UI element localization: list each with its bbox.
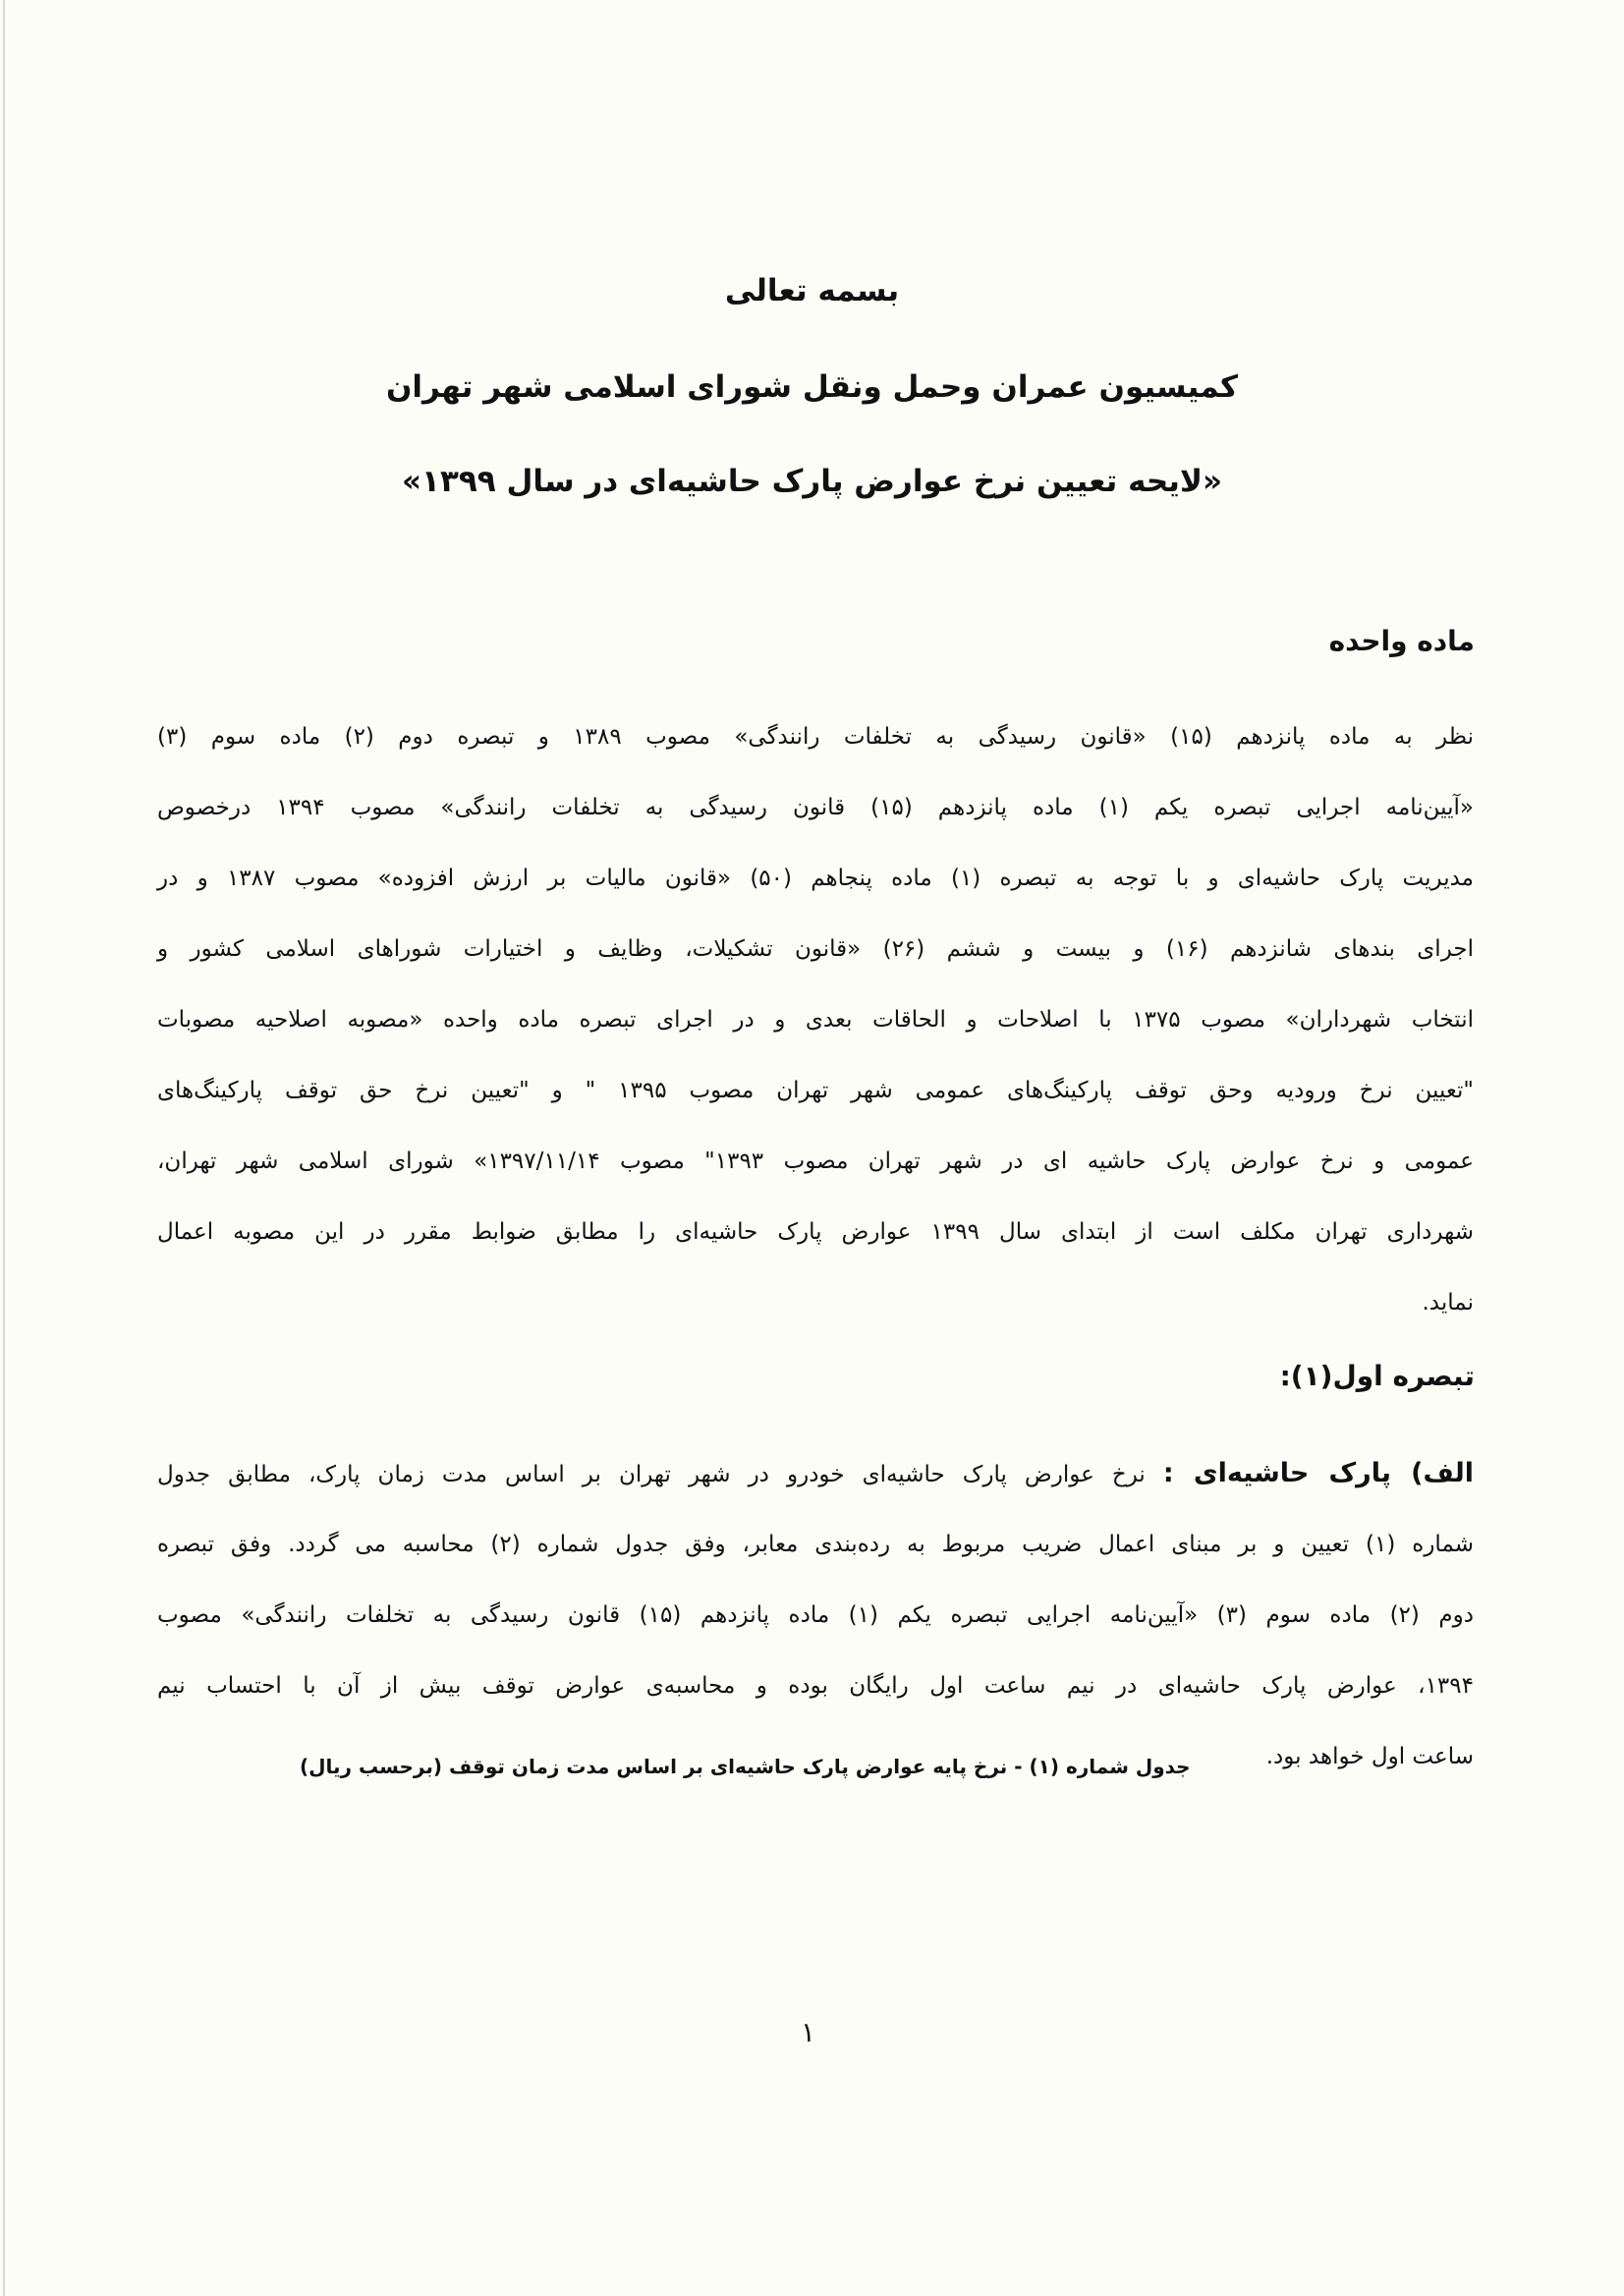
article-line: اجرای بندهای شانزدهم (۱۶) و بیست و ششم (۲۶) «قانون تشکیلات، وظایف و اختیارات شوراهای اسلامی کشور و: [157, 936, 1474, 962]
invocation-title: بسمه تعالی: [724, 273, 900, 308]
note1-line: [157, 1456, 1474, 1492]
note1-first-line: نرخ عوارض پارک حاشیه‌ای خودرو در شهر تهران بر اساس مدت زمان پارک، مطابق جدول: [157, 1462, 1146, 1487]
article-line: نماید.: [1422, 1290, 1474, 1316]
article-line: نظر به ماده پانزدهم (۱۵) «قانون رسیدگی به تخلفات رانندگی» مصوب ۱۳۸۹ و تبصره دوم (۲) ماده سوم (۳): [157, 724, 1474, 750]
note1-line: شماره (۱) تعیین و بر مبنای اعمال ضریب مربوط به رده‌بندی معابر، وفق جدول شماره (۲) محاسبه می گردد. وفق تبصره: [157, 1532, 1475, 1557]
article-heading: ماده واحده: [1328, 625, 1475, 657]
bill-title: «لایحه تعیین نرخ عوارض پارک حاشیه‌ای در سال ۱۳۹۹»: [402, 464, 1222, 499]
table-caption: جدول شماره (۱) - نرخ پایه عوارض پارک حاشیه‌ای بر اساس مدت زمان توقف (برحسب ریال): [300, 1755, 1191, 1778]
article-line: مدیریت پارک حاشیه‌ای و با توجه به تبصره (۱) ماده پنجاهم (۵۰) «قانون مالیات بر ارزش افزوده» مصوب ۱۳۸۷ و در: [157, 866, 1475, 891]
article-line: انتخاب شهرداران» مصوب ۱۳۷۵ با اصلاحات و الحاقات بعدی و در اجرای تبصره ماده واحده «مصوبه اصلاحیه مصوبات: [157, 1007, 1474, 1033]
note1-line: ساعت اول خواهد بود.: [1265, 1744, 1474, 1769]
note1-lead: الف) پارک حاشیه‌ای :: [1162, 1458, 1475, 1488]
commission-title: کمیسیون عمران وحمل ونقل شورای اسلامی شهر تهران: [385, 369, 1239, 405]
article-line: شهرداری تهران مکلف است از ابتدای سال ۱۳۹۹ عوارض پارک حاشیه‌ای را مطابق ضوابط مقرر در این مصوبه اعمال: [157, 1219, 1474, 1245]
note1-line: دوم (۲) ماده سوم (۳) «آیین‌نامه اجرایی تبصره یکم (۱) ماده پانزدهم (۱۵) قانون رسیدگی به تخلفات رانندگی» مصوب: [157, 1602, 1474, 1628]
article-line: عمومی و نرخ عوارض پارک حاشیه ای در شهر تهران مصوب ۱۳۹۳" مصوب ۱۳۹۷/۱۱/۱۴» شورای اسلامی شهر تهران،: [157, 1148, 1474, 1174]
article-line: «آیین‌نامه اجرایی تبصره یکم (۱) ماده پانزدهم (۱۵) قانون رسیدگی به تخلفات رانندگی» مصوب ۱۳۹۴ درخصوص: [157, 795, 1474, 820]
scan-edge: [3, 0, 5, 2296]
page-number: ۱: [801, 2016, 816, 2048]
article-line: "تعیین نرخ ورودیه وحق توقف پارکینگ‌های عمومی شهر تهران مصوب ۱۳۹۵ " و "تعیین نرخ حق توقف پارکینگ‌های: [157, 1078, 1475, 1103]
note1-line: ۱۳۹۴، عوارض پارک حاشیه‌ای در نیم ساعت اول رایگان بوده و محاسبه‌ی عوارض توقف بیش از آن با احتساب نیم: [157, 1673, 1474, 1699]
note1-heading: تبصره اول(۱):: [1279, 1360, 1475, 1392]
